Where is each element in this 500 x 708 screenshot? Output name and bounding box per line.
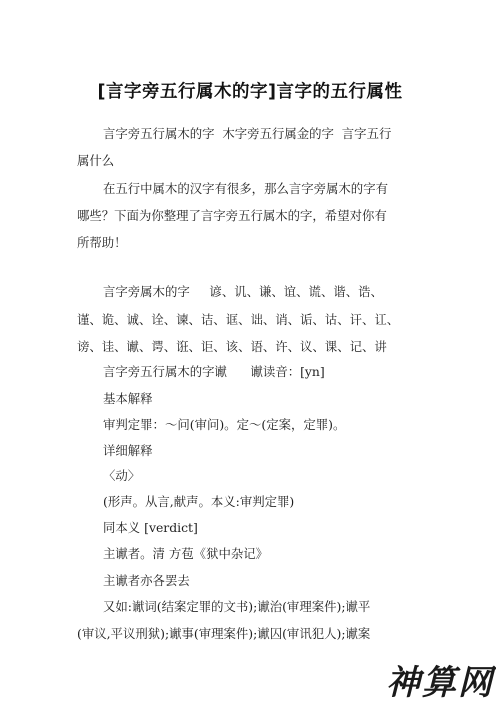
paragraph-line: 〈动〉	[103, 468, 141, 483]
section-heading: 详细解释	[103, 443, 153, 458]
paragraph-line: 审判定罪：～问(审问)。定～(定案，定罪)。	[103, 417, 346, 432]
page-title: [言字旁五行属木的字]言字的五行属性	[97, 82, 403, 102]
paragraph-line: 在五行中属木的汉字有很多，那么言字旁属木的字有	[103, 181, 388, 196]
paragraph-line: 所帮助！	[77, 235, 127, 250]
paragraph-line: 主谳者。清 方苞《狱中杂记》	[103, 546, 269, 561]
paragraph-line: 属什么	[77, 153, 115, 168]
paragraph-line: 主谳者亦各罢去	[103, 573, 190, 588]
section-heading: 基本解释	[103, 391, 153, 406]
paragraph-line: (审议,平议刑狱);谳事(审理案件);谳囚(审讯犯人);谳案	[77, 626, 371, 641]
watermark-text: 神算网	[386, 663, 494, 702]
paragraph-line: 哪些？下面为你整理了言字旁五行属木的字，希望对你有	[77, 208, 387, 223]
paragraph-line: 言字旁属木的字 谚、讥、谦、谊、谎、谐、诰、	[103, 284, 383, 299]
paragraph-line: 同本义 [verdict]	[103, 520, 198, 535]
paragraph-line: 言字旁五行属木的字谳 谳读音：[yn]	[103, 364, 325, 379]
paragraph-line: 又如:谳词(结案定罪的文书);谳治(审理案件);谳平	[103, 599, 371, 614]
paragraph-line: (形声。从言,献声。本义:审判定罪)	[103, 494, 295, 509]
paragraph-line: 谤、诖、谳、谔、诳、讵、该、语、许、议、课、记、讲	[77, 339, 387, 354]
shensuan-logo	[384, 658, 496, 702]
paragraph-line: 言字旁五行属木的字 木字旁五行属金的字 言字五行	[103, 126, 392, 141]
paragraph-line: 谨、诡、诚、诠、谏、诘、诓、诎、诮、诟、诂、讦、讧、	[77, 312, 400, 327]
